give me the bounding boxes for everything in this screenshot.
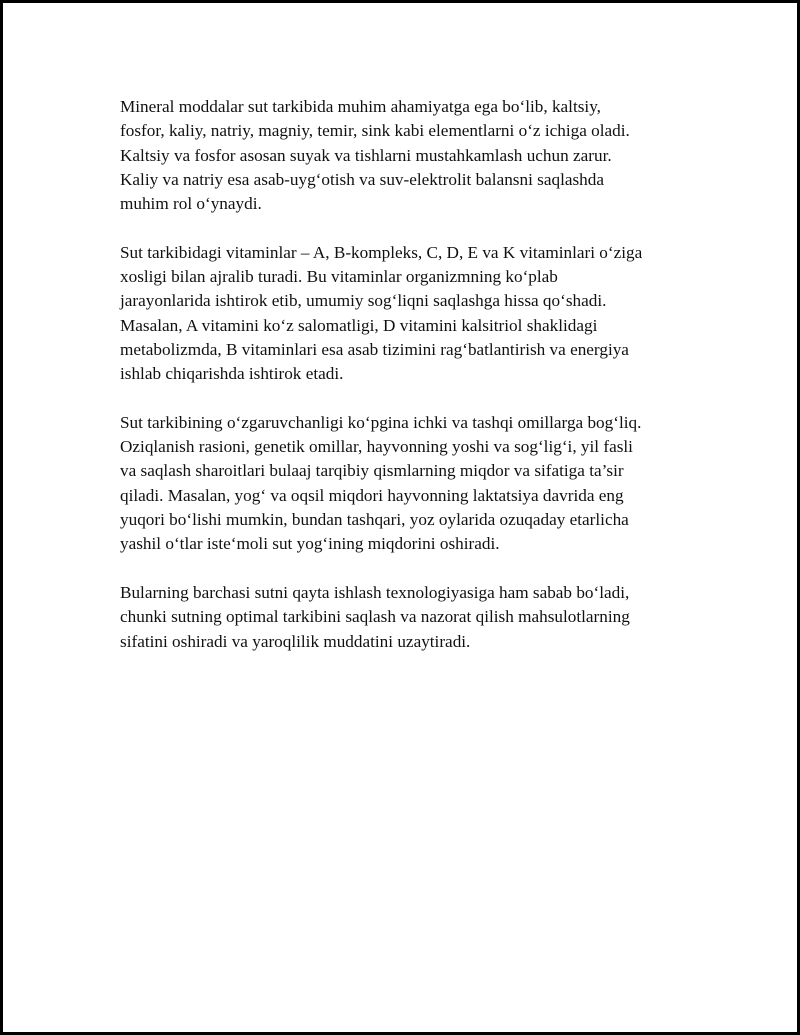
paragraph-processing	[120, 581, 710, 654]
document-body	[120, 95, 710, 678]
text-line: muhim rol o‘ynaydi.	[120, 194, 262, 214]
text-line: va saqlash sharoitlari bulaaj tarqibiy qismlarning miqdor va sifatiga ta’sir	[120, 461, 624, 481]
text-line: Sut tarkibidagi vitaminlar – A, B-kompleks, C, D, E va K vitaminlari o‘ziga	[120, 242, 643, 262]
text-line: yashil o‘tlar iste‘moli sut yog‘ining miqdorini oshiradi.	[120, 534, 500, 554]
text-line: fosfor, kaliy, natriy, magniy, temir, sink kabi elementlarni o‘z ichiga oladi.	[120, 121, 630, 141]
text-line: Sut tarkibining o‘zgaruvchanligi ko‘pgina ichki va tashqi omillarga bog‘liq.	[120, 412, 642, 432]
paragraph-variability	[120, 411, 710, 557]
text-line: xosligi bilan ajralib turadi. Bu vitaminlar organizmning ko‘plab	[120, 267, 558, 287]
text-line: Kaliy va natriy esa asab-uyg‘otish va suv-elektrolit balansni saqlashda	[120, 169, 604, 189]
text-line: Mineral moddalar sut tarkibida muhim ahamiyatga ega bo‘lib, kaltsiy,	[120, 97, 601, 116]
text-line: Masalan, A vitamini ko‘z salomatligi, D vitamini kalsitriol shaklidagi	[120, 315, 598, 335]
paragraph-vitamins	[120, 241, 710, 387]
text-line: metabolizmda, B vitaminlari esa asab tizimini rag‘batlantirish va energiya	[120, 339, 629, 359]
text-line: Kaltsiy va fosfor asosan suyak va tishlarni mustahkamlash uchun zarur.	[120, 145, 612, 165]
text-line: chunki sutning optimal tarkibini saqlash va nazorat qilish mahsulotlarning	[120, 607, 630, 627]
text-line: Bularning barchasi sutni qayta ishlash texnologiyasiga ham sabab bo‘ladi,	[120, 582, 630, 602]
text-line: yuqori bo‘lishi mumkin, bundan tashqari, yoz oylarida ozuqaday etarlicha	[120, 510, 629, 530]
text-line: jarayonlarida ishtirok etib, umumiy sog‘liqni saqlashga hissa qo‘shadi.	[120, 291, 607, 311]
paragraph-minerals	[120, 95, 710, 216]
text-line: qiladi. Masalan, yog‘ va oqsil miqdori hayvonning laktatsiya davrida eng	[120, 485, 624, 505]
text-line: sifatini oshiradi va yaroqlilik muddatini uzaytiradi.	[120, 631, 471, 651]
text-line: Oziqlanish rasioni, genetik omillar, hayvonning yoshi va sog‘lig‘i, yil fasli	[120, 437, 633, 457]
text-line: ishlab chiqarishda ishtirok etadi.	[120, 364, 344, 384]
